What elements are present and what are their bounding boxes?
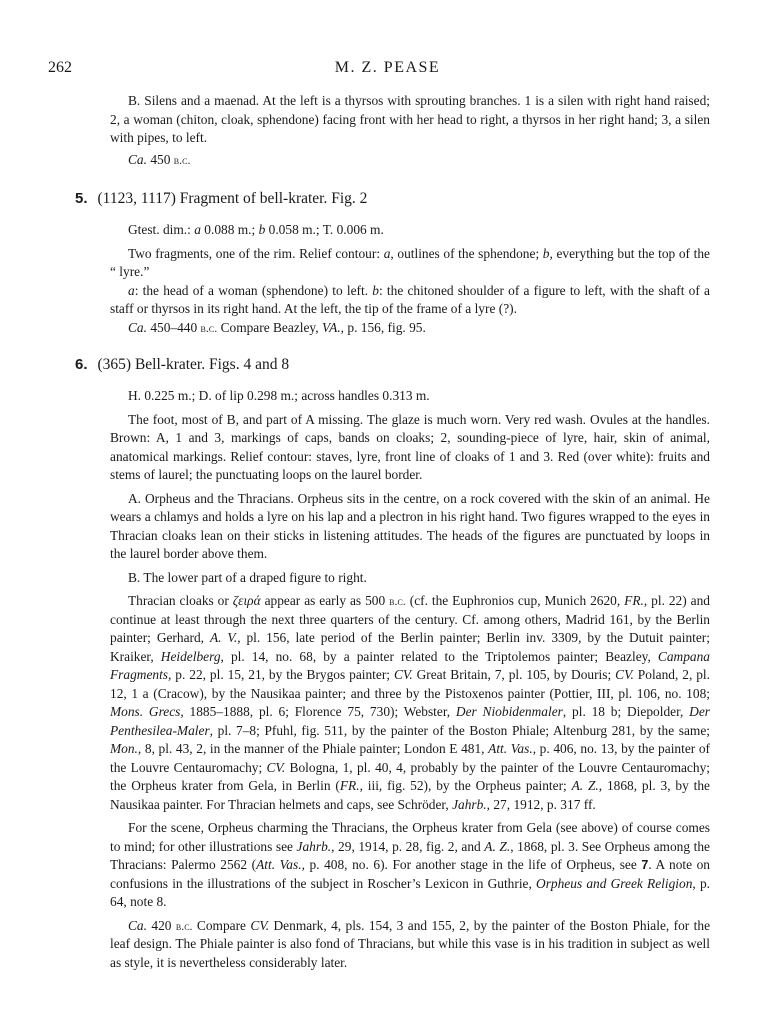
text: (cf. the Euphronios cup, Munich 2620, <box>405 593 625 608</box>
text: , 1868, pl. 3, by the Nausikaa painter. For Thracian helmets and caps, see Schröder, <box>110 778 711 812</box>
scene-paragraph <box>110 819 710 912</box>
text: Poland, 2, pl. 12, 1 a (Cracow), by the Nausikaa painter; and three by the Pistoxenos painter (Pottier, III, pl. 106, no. 108; <box>110 667 710 701</box>
text: b <box>542 245 550 261</box>
text: Campana Fragments <box>110 648 710 682</box>
dim-a-value: 0.088 m.; <box>200 222 259 237</box>
text: Att. Vas. <box>488 741 533 756</box>
text: , 8, pl. 43, 2, in the manner of the Phiale painter; London E 481, <box>137 741 489 756</box>
date-value: 450 <box>146 151 174 167</box>
text: , pl. 22) and continue at least through the next three quarters of the century. Cf. among others, Madrid 161, by the Berlin painter; Gerhard, <box>110 593 710 645</box>
circa-abbrev: Ca. <box>128 151 147 167</box>
entry-title: (365) Bell-krater. Figs. 4 and 8 <box>97 356 290 373</box>
running-head: M. Z. PEASE <box>334 59 441 76</box>
dim-b-value: 0.058 m.; T. 0.006 m. <box>265 222 384 237</box>
text: Two fragments, one of the rim. Relief contour: <box>128 245 384 261</box>
entry-6-heading <box>75 356 715 374</box>
condition: The foot, most of B, and part of A missing. The glaze is much worn. Very red wash. Ovules at the handles. Brown: A, 1 and 3, markings of caps, bands on cloaks; 2, sounding-piece of lyre, hair, skin of animal, anatomical markings. Relief contour: staves, lyre, front line of cloaks of 1 and 3. Red (over white): fruits and stems of laurel; the punctuating loops on the laurel border. <box>110 411 710 482</box>
page-number: 262 <box>48 59 72 76</box>
text: Mon. <box>110 741 138 756</box>
text: A. Z. <box>571 778 599 793</box>
bc-label: b.c. <box>175 918 193 933</box>
text: , 27, 1912, p. 317 ff. <box>486 796 596 812</box>
date-value: 450–440 <box>146 319 201 335</box>
entry-title: (1123, 1117) Fragment of bell-krater. Fig. 2 <box>97 190 368 207</box>
text: Jahrb. <box>452 796 487 812</box>
text: Orpheus and Greek Religion <box>536 875 693 891</box>
text: , everything but the top of the “ lyre.” <box>110 245 710 279</box>
bc-label: b.c. <box>173 152 191 167</box>
date-value: 420 <box>146 917 176 933</box>
text: , p. 22, pl. 15, 21, by the Brygos painter; <box>168 667 394 682</box>
text: Bologna, 1, pl. 40, 4, probably by the painter of the Louvre Centauromachy; the Orpheus krater from Gela, in Berlin ( <box>110 759 710 793</box>
side-b-description: B. The lower part of a draped figure to right. <box>128 569 367 585</box>
condition <box>110 245 710 282</box>
text: VA. <box>321 319 341 335</box>
text: Heidelberg <box>160 648 221 664</box>
text: Compare <box>192 917 251 933</box>
text: FR. <box>624 593 644 608</box>
text: , pl. 7–8; Pfuhl, fig. 511, by the painter of the Boston Phiale; Altenburg 281, by the same; <box>209 722 710 738</box>
text: Der Niobidenmaler <box>455 704 563 719</box>
closing-paragraph <box>110 917 710 973</box>
text: Denmark, 4, pls. 154, 3 and 155, 2, by the painter of the Boston Phiale, for the leaf design. The Phiale painter is also fond of Thracians, but while this vase is in his tradition in subject as well as style, it is nevertheless considerably later. <box>110 917 711 970</box>
text: CV. <box>615 667 634 682</box>
text: , 29, 1914, p. 28, fig. 2, and <box>331 838 485 854</box>
dim-b-label: b <box>258 222 266 237</box>
text: CV. <box>393 667 413 682</box>
text: CV. <box>266 759 286 775</box>
text: : the head of a woman (sphendone) to left. <box>134 282 373 298</box>
bc-label: b.c. <box>200 320 218 335</box>
text: . A note on confusions in the illustrations of the subject in Roscher’s Lexicon in Guthrie, <box>110 857 711 891</box>
text: , outlines of the sphendone; <box>390 245 543 261</box>
bc-label: b.c. <box>389 594 406 608</box>
text: appear as early as 500 <box>260 593 390 608</box>
circa-abbrev: Ca. <box>128 319 147 335</box>
thracian-cloaks-paragraph <box>110 592 710 814</box>
text: Thracian cloaks or <box>128 593 233 608</box>
side-b-description: B. Silens and a maenad. At the left is a thyrsos with sprouting branches. 1 is a silen with right hand raised; 2, a woman (chiton, cloak, sphendone) facing front with her head to right, a thyrsos in her right hand; 3, a silen with pipes, to left. <box>110 93 710 145</box>
entry-4-continuation <box>110 92 710 169</box>
text: CV. <box>250 917 270 933</box>
text: , 1868, pl. 3. See Orpheus among the Thracians: Palermo 2562 ( <box>110 838 710 872</box>
dimensions <box>110 221 710 240</box>
text: , p. 408, no. 6). For another stage in the life of Orpheus, see <box>301 857 642 872</box>
date-line <box>110 319 710 338</box>
text: , p. 156, fig. 95. <box>340 319 426 335</box>
cross-reference: 7 <box>641 858 649 872</box>
text: Great Britain, 7, pl. 105, by Douris; <box>412 667 616 682</box>
greek-word: ζειρά <box>232 593 261 608</box>
text: Compare Beazley, <box>217 319 322 335</box>
text: , p. 64, note 8. <box>110 875 710 909</box>
side-a-description: A. Orpheus and the Thracians. Orpheus sits in the centre, on a rock covered with the skin of an animal. He wears a chlamys and holds a lyre on his lap and a plectron in his right hand. Two figures wrapped to the eyes in Thracian cloaks lean on their sticks in listening attitudes. The heads of the figures are punctuated by loops in the laurel border above them. <box>110 490 710 561</box>
dimensions: H. 0.225 m.; D. of lip 0.298 m.; across handles 0.313 m. <box>128 388 430 403</box>
text: A. V. <box>209 630 238 645</box>
text: For the scene, Orpheus charming the Thracians, the Orpheus krater from Gela (see above) of course comes to mind; for other illustrations see <box>110 820 710 854</box>
date-line <box>110 151 710 170</box>
text: a <box>128 282 135 298</box>
entry-number: 5. <box>75 190 88 207</box>
circa-abbrev: Ca. <box>128 917 147 933</box>
dim-a-label: a <box>194 222 201 237</box>
text: Att. Vas. <box>256 857 302 872</box>
entry-5-heading <box>75 190 715 208</box>
text: , 1885–1888, pl. 6; Florence 75, 730); Webster, <box>180 704 456 719</box>
text: , pl. 14, no. 68, by a painter related to the Triptolemos painter; Beazley, <box>220 648 658 664</box>
text: Der Penthesilea-Maler <box>110 704 710 738</box>
entry-6-body <box>110 387 710 972</box>
fragment-description <box>110 282 710 319</box>
text: a <box>383 245 391 261</box>
text: Mons. Grecs <box>110 704 181 719</box>
text: , pl. 156, late period of the Berlin painter; Berlin inv. 3309, by the Dutuit painter; Kraiker, <box>110 630 710 664</box>
text: Jahrb. <box>296 838 332 854</box>
text: FR. <box>339 778 360 793</box>
text: b <box>372 282 379 298</box>
dims-lead: Gtest. dim.: <box>128 222 195 237</box>
text: , p. 406, no. 13, by the painter of the Louvre Centauromachy; <box>110 741 711 775</box>
text: A. Z. <box>484 838 511 854</box>
text: : the chitoned shoulder of a figure to left, with the shaft of a staff or thyrsos in its right hand. At the left, the tip of the frame of a lyre (?). <box>110 282 710 316</box>
entry-5-body <box>110 221 710 337</box>
text: , iii, fig. 52), by the Orpheus painter; <box>359 778 572 793</box>
entry-number: 6. <box>75 356 88 373</box>
text: , pl. 18 b; Diepolder, <box>562 704 690 719</box>
